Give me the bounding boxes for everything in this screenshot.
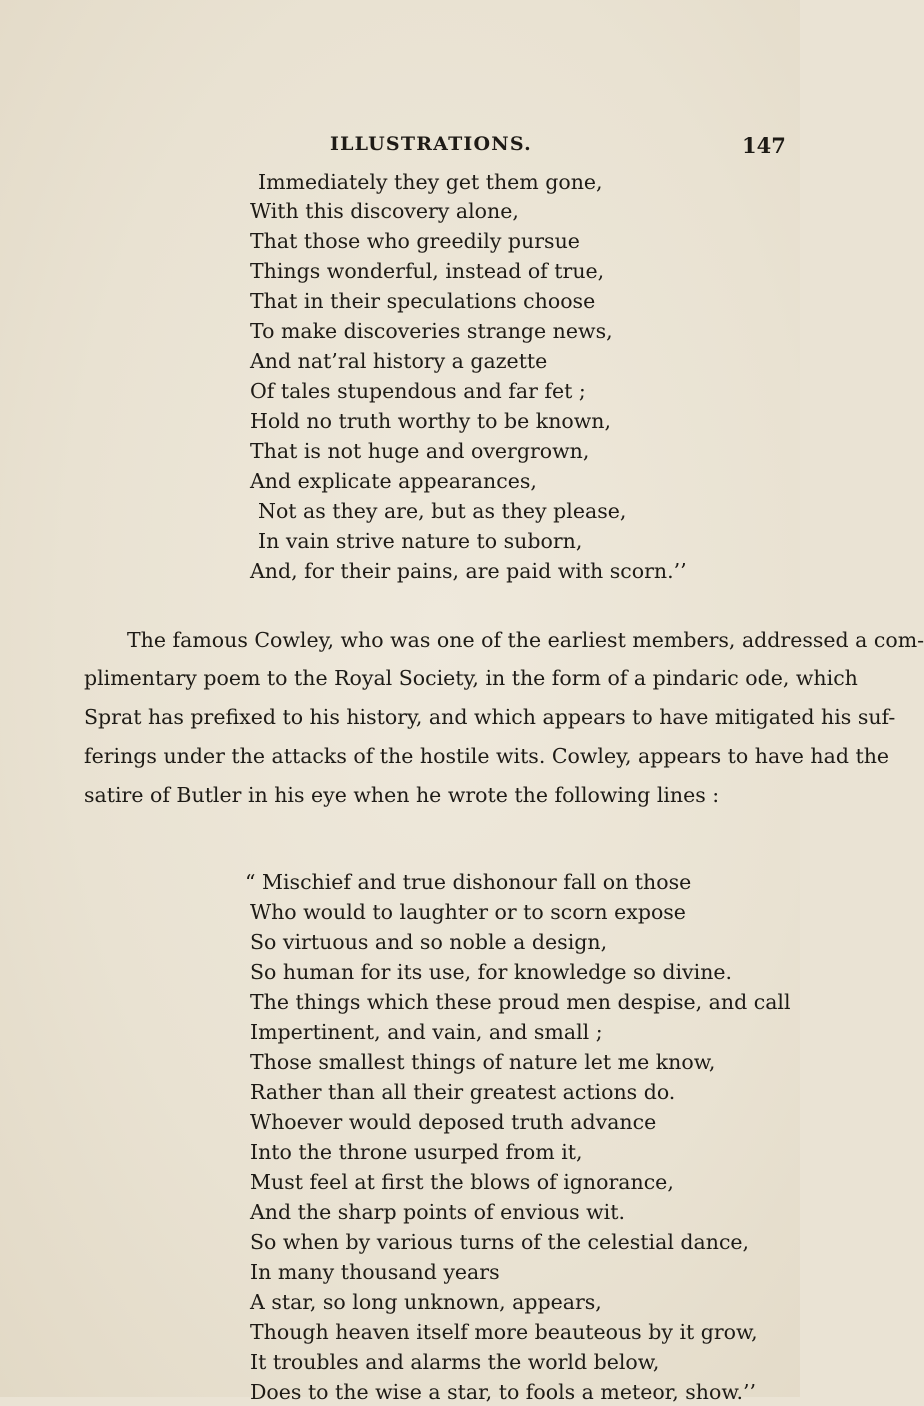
verse-line: Things wonderful, instead of true, [250, 259, 605, 283]
verse-line: Immediately they get them gone, [258, 170, 603, 194]
paragraph-line: plimentary poem to the Royal Society, in the form of a pindaric ode, which [84, 666, 858, 690]
verse-line: And, for their pains, are paid with scorn.’’ [250, 559, 687, 583]
verse-line: Rather than all their greatest actions do. [250, 1080, 676, 1104]
verse-line: And nat’ral history a gazette [250, 349, 548, 373]
verse-line: Who would to laughter or to scorn expose [250, 900, 686, 924]
verse-line: With this discovery alone, [250, 199, 519, 223]
verse-line: That is not huge and overgrown, [250, 439, 590, 463]
verse-line: A star, so long unknown, appears, [250, 1290, 602, 1314]
paragraph-line: ferings under the attacks of the hostile wits. Cowley, appears to have had the [84, 744, 890, 768]
paragraph-line: The famous Cowley, who was one of the earliest members, addressed a com- [127, 628, 924, 652]
verse-line: Must feel at first the blows of ignorance, [250, 1170, 674, 1194]
paragraph-line: satire of Butler in his eye when he wrote the following lines : [84, 783, 720, 807]
verse-line: Those smallest things of nature let me know, [250, 1050, 716, 1074]
page-number: 147 [742, 133, 786, 158]
verse-line: Into the throne usurped from it, [250, 1140, 583, 1164]
page-header [0, 133, 800, 163]
verse-line: So when by various turns of the celestial dance, [250, 1230, 750, 1254]
running-title: ILLUSTRATIONS. [330, 133, 532, 155]
verse-line: In vain strive nature to suborn, [258, 529, 583, 553]
verse-line: Of tales stupendous and far fet ; [250, 379, 586, 403]
paragraph-line: Sprat has prefixed to his history, and which appears to have mitigated his suf- [84, 705, 896, 729]
verse-line: Does to the wise a star, to fools a meteor, show.’’ [250, 1380, 756, 1404]
verse-line: Whoever would deposed truth advance [250, 1110, 657, 1134]
verse-line: The things which these proud men despise, and call [250, 990, 791, 1014]
verse-line: So human for its use, for knowledge so divine. [250, 960, 733, 984]
verse-line: “ Mischief and true dishonour fall on those [245, 870, 692, 894]
verse-line: Hold no truth worthy to be known, [250, 409, 612, 433]
verse-line: So virtuous and so noble a design, [250, 930, 608, 954]
verse-line: That those who greedily pursue [250, 229, 580, 253]
verse-line: In many thousand years [250, 1260, 500, 1284]
verse-line: To make discoveries strange news, [250, 319, 613, 343]
verse-line: Impertinent, and vain, and small ; [250, 1020, 603, 1044]
verse-line: Though heaven itself more beauteous by it grow, [250, 1320, 758, 1344]
verse-line: And explicate appearances, [250, 469, 537, 493]
verse-line: And the sharp points of envious wit. [250, 1200, 625, 1224]
verse-line: It troubles and alarms the world below, [250, 1350, 660, 1374]
verse-line: Not as they are, but as they please, [258, 499, 627, 523]
verse-line: That in their speculations choose [250, 289, 596, 313]
